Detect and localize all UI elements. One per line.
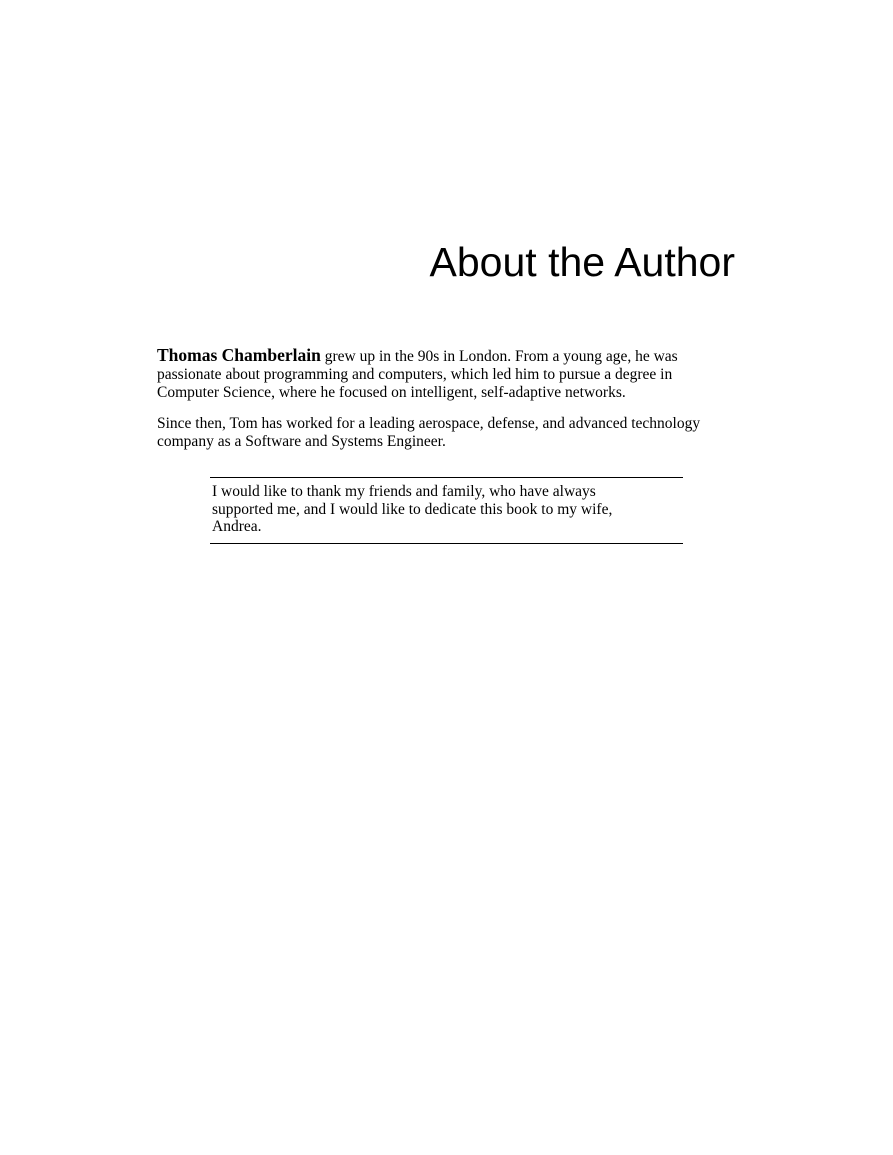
page-title: About the Author bbox=[429, 239, 735, 285]
bio-paragraph-1 bbox=[157, 346, 737, 402]
author-bio bbox=[157, 346, 737, 464]
bio-paragraph-1-text: grew up in the 90s in London. From a young age, he was passionate about programming and computers, which led him to pursue a degree in Computer Science, where he focused on intelligent, self-adaptive networks. bbox=[157, 348, 678, 401]
author-name: Thomas Chamberlain bbox=[157, 345, 321, 365]
dedication-box bbox=[210, 477, 683, 544]
dedication-text: I would like to thank my friends and family, who have always supported me, and I would like to dedicate this book to my wife, Andrea. bbox=[212, 483, 613, 535]
bio-paragraph-2: Since then, Tom has worked for a leading aerospace, defense, and advanced technology company as a Software and Systems Engineer. bbox=[157, 415, 701, 450]
